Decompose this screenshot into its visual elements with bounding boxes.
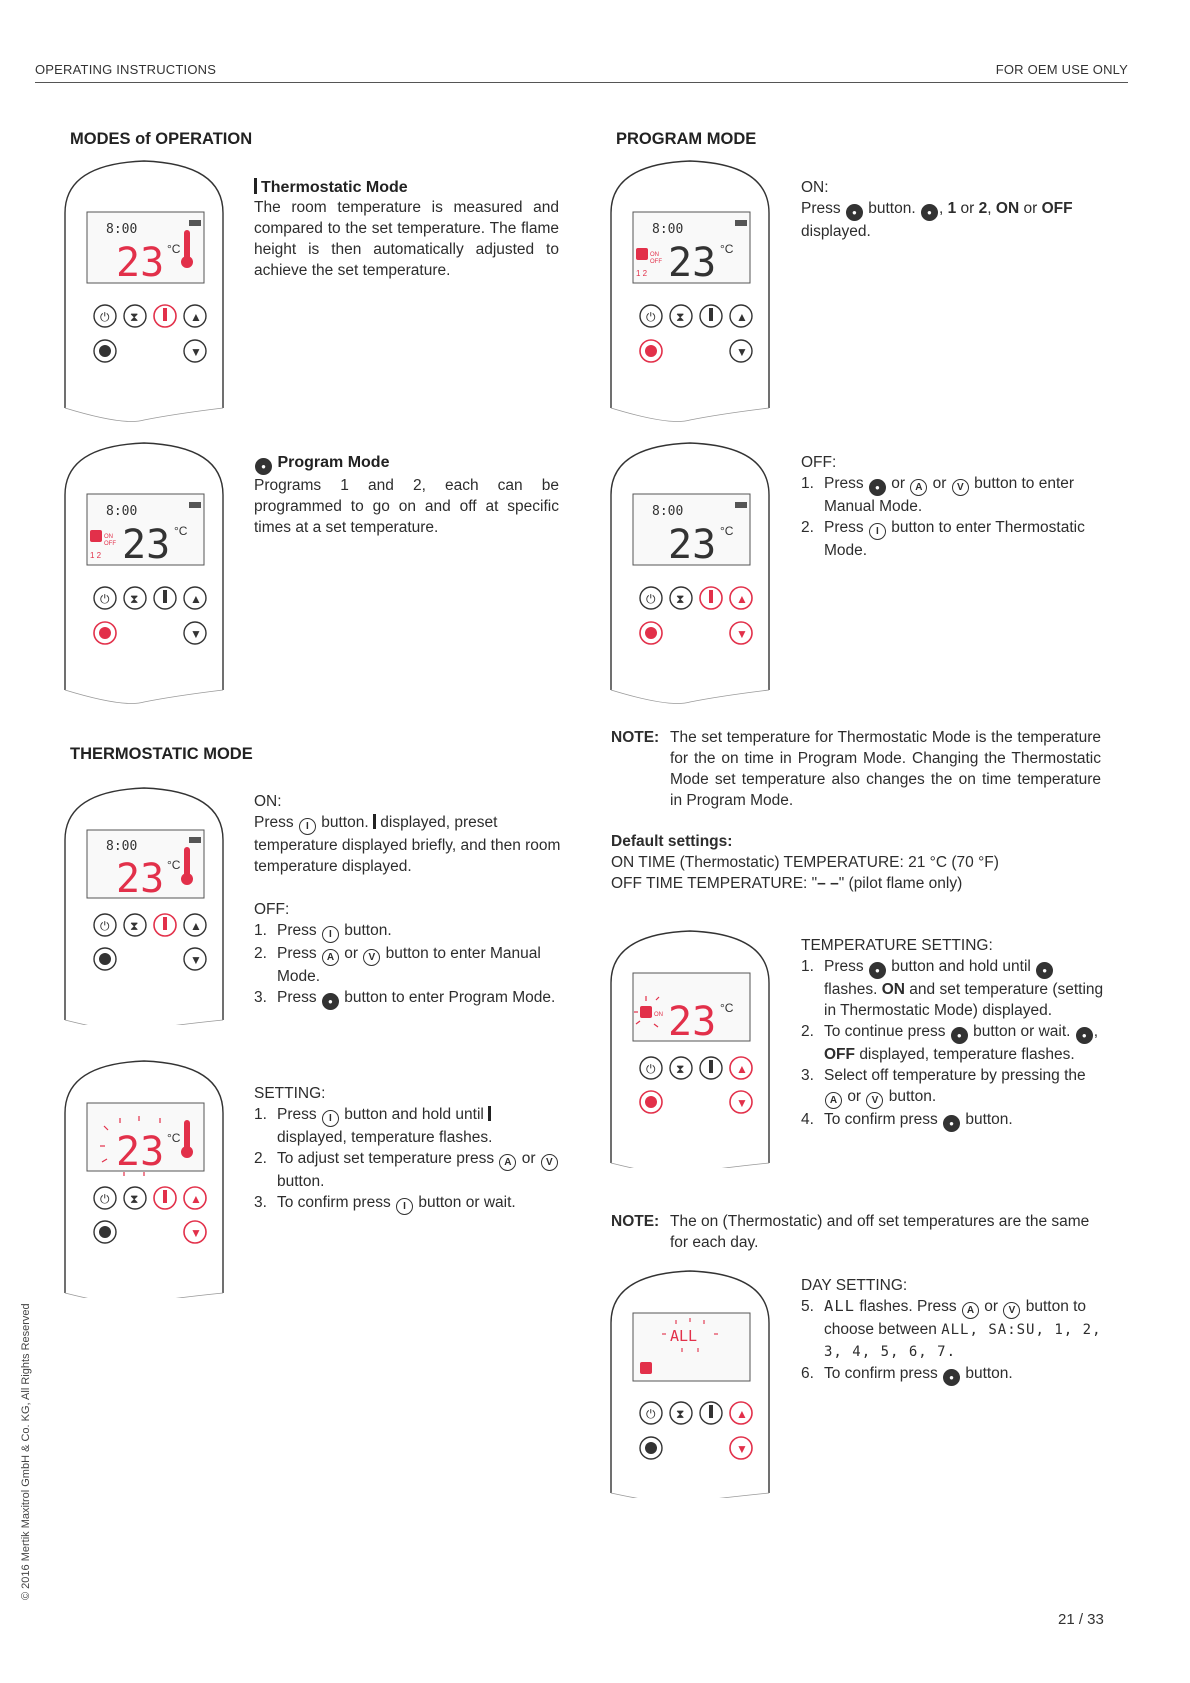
svg-text:⏻: ⏻ [100,592,110,606]
svg-text:ON: ON [650,252,659,258]
svg-text:⧗: ⧗ [676,1407,685,1421]
thermostatic-text: The room temperature is measured and compared to the set temperature. The flame height is then automatically adjusted to achieve the set temperature. [254,199,559,279]
svg-text:°C: °C [720,1001,734,1015]
svg-text:⧗: ⧗ [130,592,139,606]
svg-text:⏻: ⏻ [100,310,110,324]
note-thermostatic: NOTE: The set temperature for Thermostatic Mode is the temperature for the on time in Program Mode. Changing the Thermostatic Mode set temperature also changes the on time temperature in Program Mode. [611,729,1101,809]
svg-text:1 2: 1 2 [636,269,648,278]
thermostatic-title: Thermostatic Mode [261,179,408,196]
header-left: OPERATING INSTRUCTIONS [35,62,217,77]
svg-text:▲: ▲ [736,310,748,324]
svg-text:23: 23 [668,522,717,568]
temperature-setting-block: TEMPERATURE SETTING: 1. Press ● button and hold until ● flashes. ON and set temperature (setting in Thermostatic Mode) displayed. 2. To continue press ● button or wait. ● , OFF displayed, temperature flashes. 3. Select off temperature by pressing the A or V button. 4. To confirm press ● button. [801,935,1106,1132]
svg-text:▼: ▼ [190,1226,202,1240]
svg-text:▼: ▼ [736,627,748,641]
svg-text:▲: ▲ [190,919,202,933]
program-on-block: ON: Press ● button. ● , 1 or 2, ON or OFF displayed. [801,179,1073,240]
lcd-time: 8:00 [106,222,138,237]
svg-text:23: 23 [116,1129,165,1175]
program-mode-title: PROGRAM MODE [616,130,757,148]
svg-text:⧗: ⧗ [130,310,139,324]
svg-text:▲: ▲ [190,310,202,324]
svg-text:⏻: ⏻ [646,1407,656,1421]
svg-text:⏻: ⏻ [100,1192,110,1206]
program-title: Program Mode [277,454,390,471]
svg-text:23: 23 [668,240,717,286]
remote-day-setting [610,1268,785,1498]
svg-text:8:00: 8:00 [652,504,684,519]
svg-text:23: 23 [668,999,717,1045]
svg-text:▼: ▼ [190,627,202,641]
svg-text:⧗: ⧗ [130,919,139,933]
header-right: FOR OEM USE ONLY [995,62,1128,77]
svg-text:⏻: ⏻ [646,1062,656,1076]
svg-text:23: 23 [122,522,171,568]
svg-text:°C: °C [720,524,734,538]
svg-text:ALL: ALL [670,1327,698,1345]
svg-text:▼: ▼ [190,345,202,359]
lcd-unit: °C [167,242,181,256]
thermo-mode-icon [254,178,257,194]
svg-text:°C: °C [167,1131,181,1145]
page-number: 21 / 33 [1058,1611,1104,1628]
svg-text:⧗: ⧗ [676,592,685,606]
program-mode-icon: ● [255,458,272,475]
lcd-temp: 23 [116,240,165,286]
svg-text:▼: ▼ [190,953,202,967]
svg-text:⧗: ⧗ [676,1062,685,1076]
remote-thermostatic-setting [64,1058,239,1298]
day-setting-block: DAY SETTING: 5. ALL flashes. Press A or V button to choose between ALL, SA:SU, 1, 2, 3, 4, 5, 6, 7. 6. To confirm press ● button. [801,1275,1106,1386]
svg-text:1 2: 1 2 [90,551,102,560]
program-text: Programs 1 and 2, each can be programmed to go on and off at specific times at a set temperature. [254,477,559,536]
svg-text:OFF: OFF [104,541,116,547]
copyright-sidebar: © 2016 Mertik Maxitrol GmbH & Co. KG, All Rights Reserved [20,1303,32,1600]
modes-title: MODES of OPERATION [70,130,253,148]
default-settings: Default settings: ON TIME (Thermostatic) TEMPERATURE: 21 °C (70 °F) OFF TIME TEMPERATURE: "– –" (pilot flame only) [611,833,999,892]
svg-text:8:00: 8:00 [106,504,138,519]
svg-text:⏻: ⏻ [100,919,110,933]
svg-text:ON: ON [104,534,113,540]
thermo-setting-block: SETTING: 1. Press I button and hold until displayed, temperature flashes. 2. To adjust set temperature press A or V button. 3. To confirm press I button or wait. [254,1083,564,1215]
remote-program-off [610,440,785,705]
svg-text:▼: ▼ [736,345,748,359]
svg-text:8:00: 8:00 [652,222,684,237]
remote-thermostatic [64,158,239,423]
thermo-on-block: ON: Press I button. displayed, preset temperature displayed briefly, and then room temperature displayed. OFF: 1. Press I button. 2. Press A or V button to enter Manual Mode. 3. Press ● button to enter Program Mode. [254,791,564,1010]
remote-temperature-setting [610,928,785,1168]
svg-text:▲: ▲ [190,1192,202,1206]
svg-text:OFF: OFF [650,259,662,265]
remote-program [64,440,239,705]
svg-text:▲: ▲ [736,1062,748,1076]
svg-text:8:00: 8:00 [106,839,138,854]
header-rule [35,82,1128,83]
svg-text:⧗: ⧗ [130,1192,139,1206]
svg-text:▲: ▲ [736,592,748,606]
svg-text:23: 23 [116,856,165,902]
svg-text:▲: ▲ [736,1407,748,1421]
svg-text:°C: °C [174,524,188,538]
svg-text:°C: °C [167,858,181,872]
svg-text:⧗: ⧗ [676,310,685,324]
svg-text:▲: ▲ [190,592,202,606]
program-off-block: OFF: 1. Press ● or A or V button to enter Manual Mode. 2. Press I button to enter Thermostatic Mode. [801,454,1085,559]
thermostatic-mode-title: THERMOSTATIC MODE [70,745,253,763]
svg-text:▼: ▼ [736,1096,748,1110]
svg-text:⏻: ⏻ [646,592,656,606]
svg-text:°C: °C [720,242,734,256]
remote-program-on [610,158,785,423]
remote-thermostatic-on [64,785,239,1025]
note-day-temperatures: NOTE: The on (Thermostatic) and off set temperatures are the same for each day. [611,1213,1090,1251]
svg-text:▼: ▼ [736,1442,748,1456]
svg-text:ON: ON [654,1012,663,1018]
svg-text:⏻: ⏻ [646,310,656,324]
